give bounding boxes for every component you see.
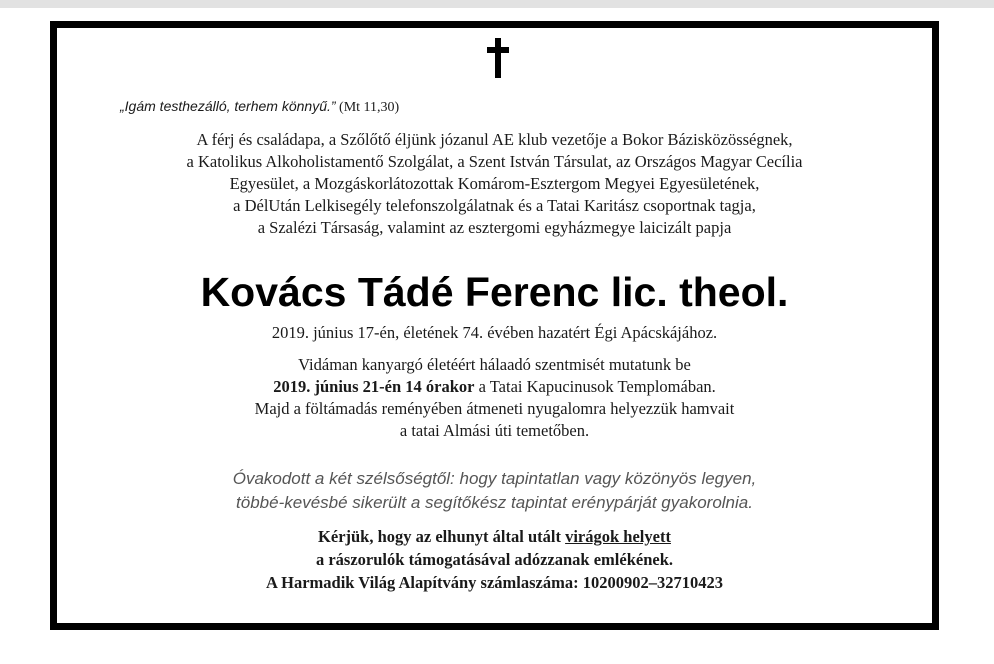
- mass-line: [57, 376, 932, 398]
- intro-line: a DélUtán Lelkisegély telefonszolgálatnak és a Tatai Karitász csoportnak tagja,: [233, 196, 756, 215]
- donation-request: [57, 525, 932, 594]
- intro-line: a Szalézi Társaság, valamint az esztergomi egyházmegye laicizált papja: [257, 218, 732, 237]
- request-start: Kérjük, hogy az elhunyt által utált: [318, 527, 566, 546]
- intro-text: [57, 129, 932, 239]
- obituary-frame: [50, 21, 939, 630]
- intro-line: a Katolikus Alkoholistamentő Szolgálat, a Szent István Társulat, az Országos Magyar Cecília: [186, 152, 803, 171]
- top-strip: [0, 0, 994, 8]
- motto: [120, 98, 399, 116]
- request-underlined: virágok helyett: [565, 527, 671, 546]
- death-line: 2019. június 17-én, életének 74. évében hazatért Égi Apácskájához.: [271, 323, 718, 342]
- character-note: [57, 467, 932, 515]
- mass-line: Majd a föltámadás reményében átmeneti nyugalomra helyezzük hamvait: [254, 399, 735, 418]
- motto-quote: „Igám testhezálló, terhem könnyű.”: [120, 98, 336, 114]
- account-number-line: A Harmadik Világ Alapítvány számlaszáma: 10200902–32710423: [266, 573, 723, 592]
- motto-reference: (Mt 11,30): [339, 100, 400, 115]
- deceased-name: Kovács Tádé Ferenc lic. theol.: [200, 269, 789, 315]
- page: [0, 8, 994, 664]
- intro-line: A férj és családapa, a Szőlőtő éljünk józanul AE klub vezetője a Bokor Bázisközösségnek,: [196, 130, 793, 149]
- mass-place: a Tatai Kapucinusok Templomában.: [474, 377, 716, 396]
- intro-line: Egyesület, a Mozgáskorlátozottak Komárom-Esztergom Megyei Egyesületének,: [229, 174, 760, 193]
- cross-icon: [487, 38, 509, 78]
- mass-announcement: [57, 354, 932, 442]
- mass-line: a tatai Almási úti temetőben.: [399, 421, 590, 440]
- request-line: [57, 525, 932, 548]
- mass-date: 2019. június 21-én 14 órakor: [273, 377, 475, 396]
- mass-line: Vidáman kanyargó életéért hálaadó szentmisét mutatunk be: [298, 355, 691, 374]
- note-line: többé-kevésbé sikerült a segítőkész tapintat erénypárját gyakorolnia.: [236, 493, 753, 512]
- note-line: Óvakodott a két szélsőségtől: hogy tapintatlan vagy közönyös legyen,: [232, 469, 757, 488]
- request-line: a rászorulók támogatásával adózzanak emlékének.: [315, 550, 674, 569]
